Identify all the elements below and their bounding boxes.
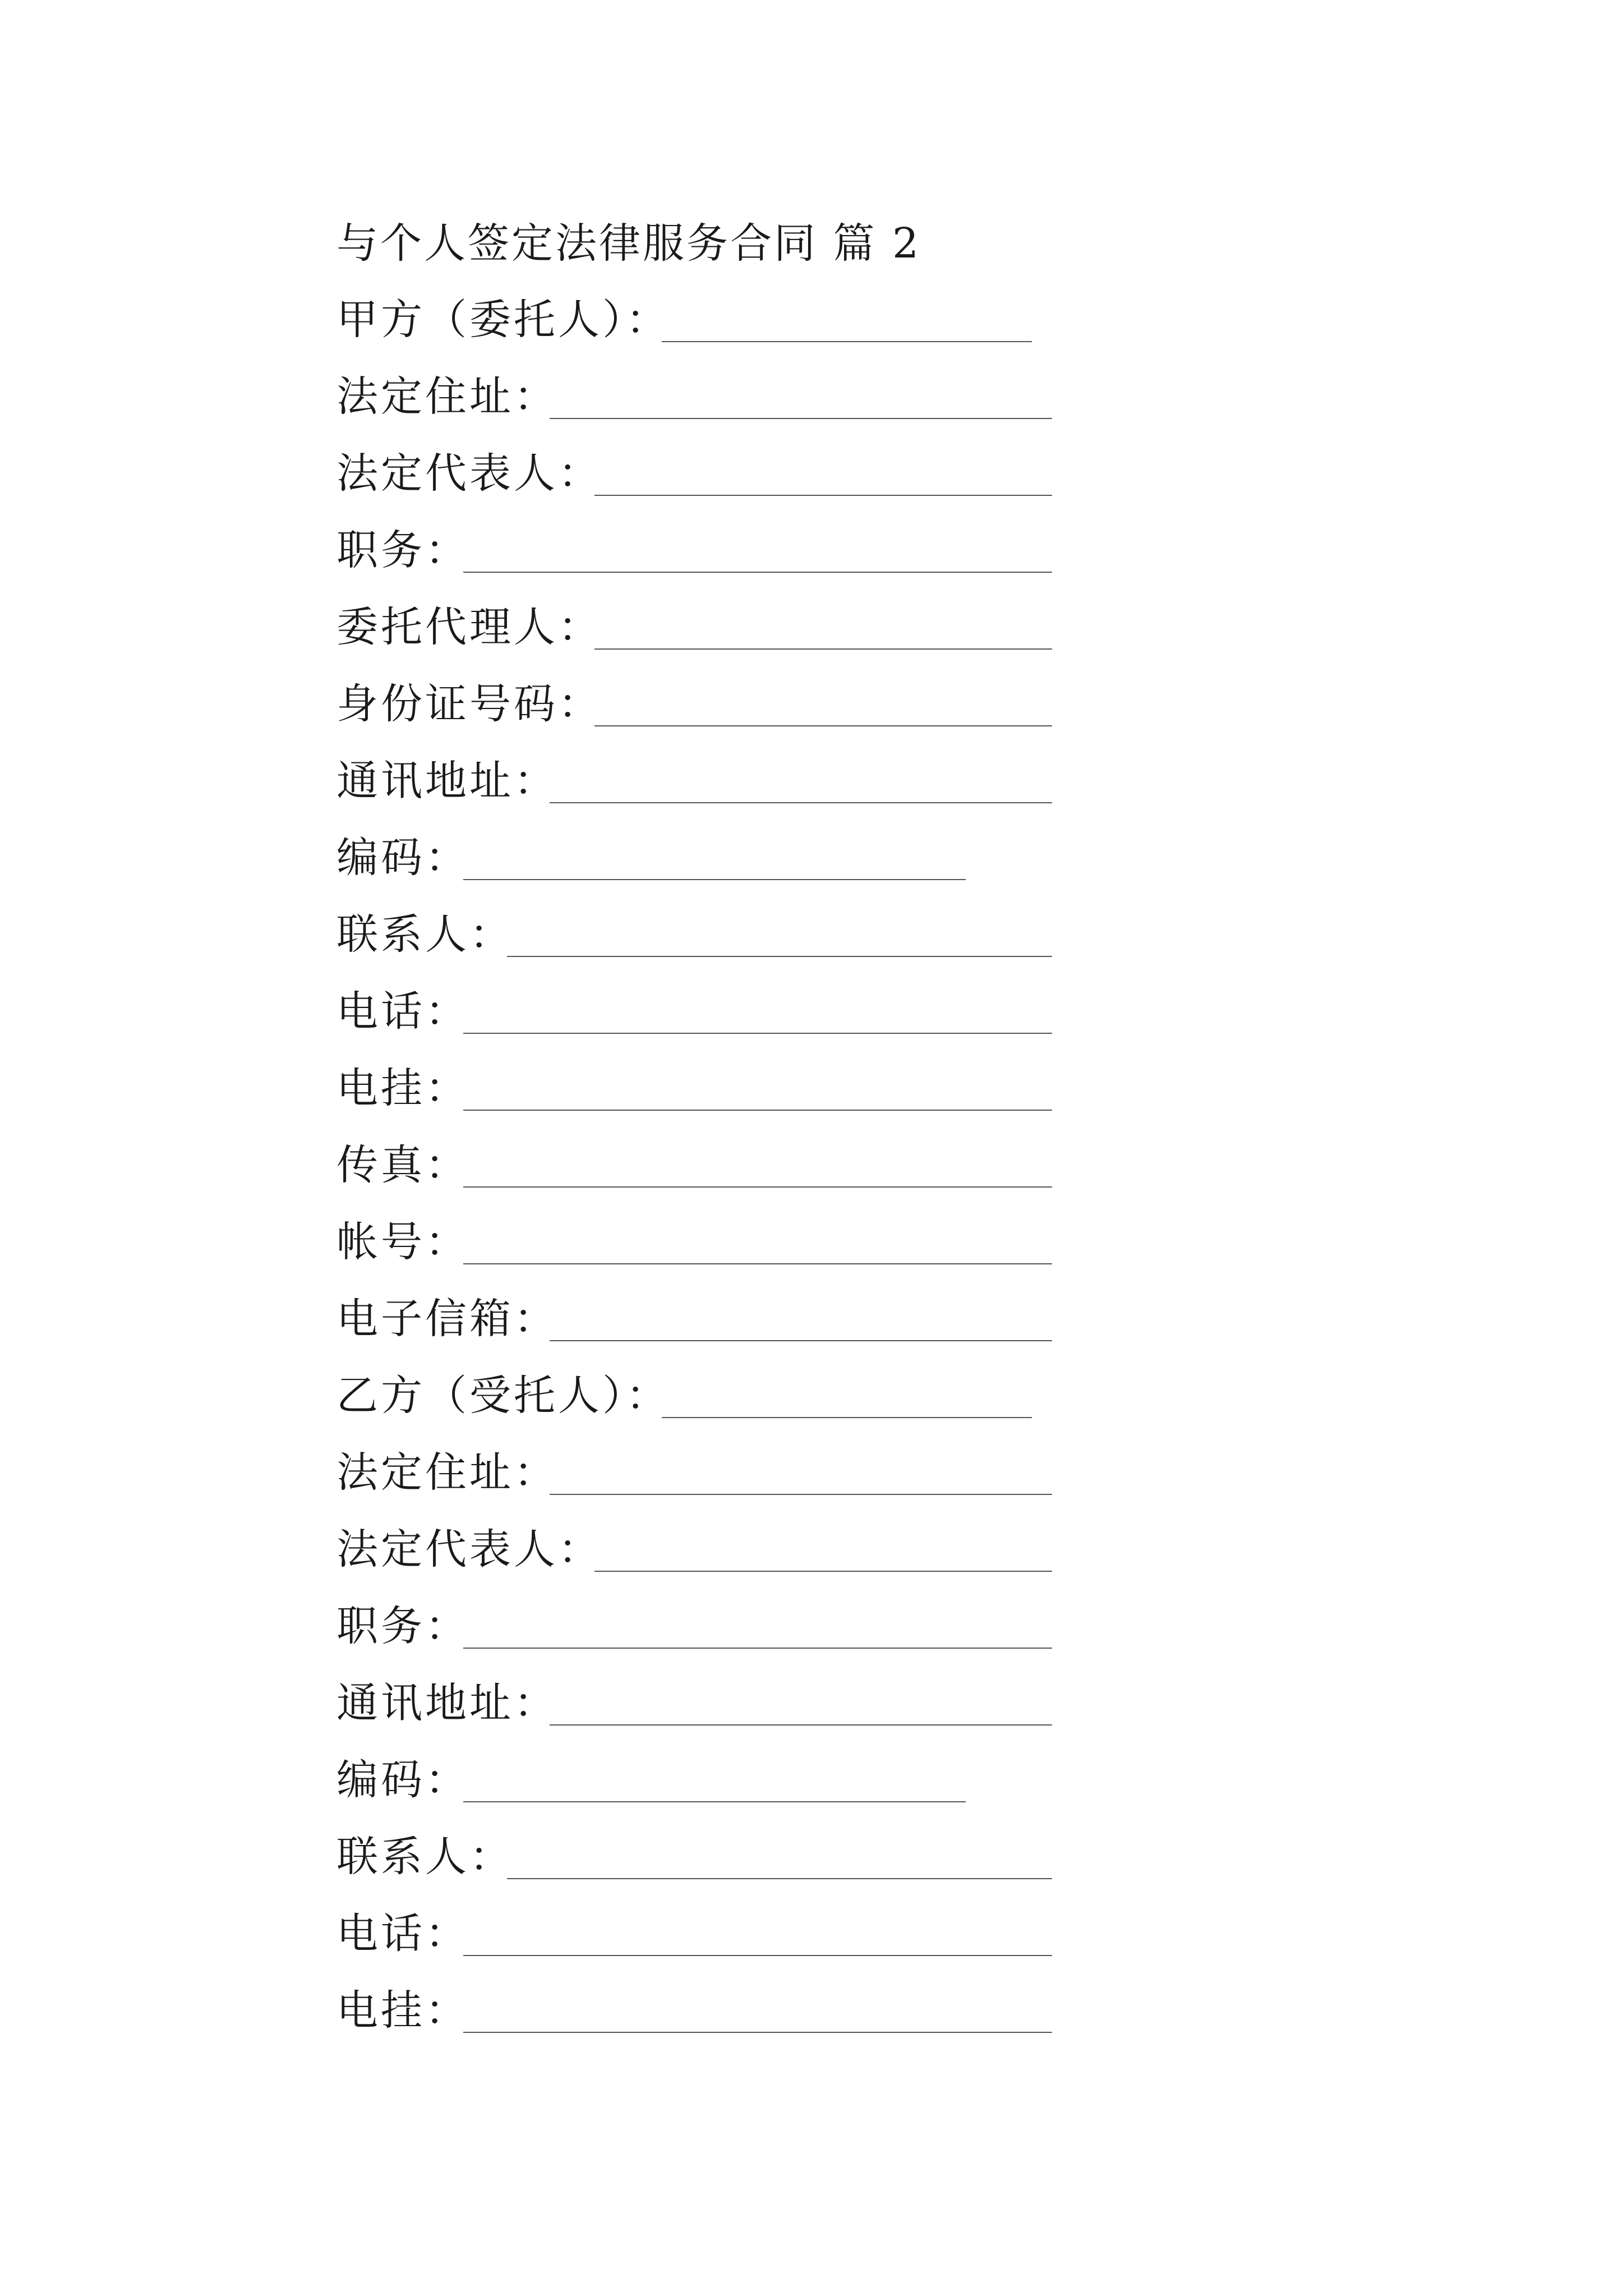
field-label: 电挂： [336, 1064, 469, 1112]
fill-in-blank[interactable] [662, 341, 1032, 342]
field-row [336, 1598, 1066, 1654]
fill-in-blank[interactable] [463, 1955, 1052, 1956]
fill-in-blank[interactable] [507, 956, 1052, 957]
fill-in-blank[interactable] [662, 1417, 1032, 1418]
field-row [336, 753, 1066, 809]
field-row [336, 1368, 1066, 1424]
fill-in-blank[interactable] [463, 572, 1052, 573]
field-label: 电话： [336, 987, 469, 1036]
field-row [336, 1982, 1066, 2039]
fill-in-blank[interactable] [463, 1186, 1052, 1188]
field-label: 法定代表人： [336, 449, 602, 498]
field-row [336, 1137, 1066, 1193]
fill-in-blank[interactable] [594, 495, 1052, 496]
fill-in-blank[interactable] [594, 725, 1052, 726]
fill-in-blank[interactable] [463, 1033, 1052, 1034]
field-label: 联系人： [336, 910, 514, 959]
field-label: 法定住址： [336, 1448, 558, 1497]
fill-in-blank[interactable] [550, 802, 1052, 803]
field-row [336, 599, 1066, 655]
field-row [336, 445, 1066, 501]
field-label: 职务： [336, 1602, 469, 1650]
field-label: 电挂： [336, 1986, 469, 2035]
field-row [336, 1906, 1066, 1962]
field-label: 编码： [336, 1756, 469, 1804]
field-label: 职务： [336, 526, 469, 574]
field-label: 电子信箱： [336, 1295, 558, 1343]
field-label: 通讯地址： [336, 757, 558, 805]
field-row [336, 1444, 1066, 1501]
field-label: 委托代理人： [336, 603, 602, 651]
field-label: 联系人： [336, 1833, 514, 1881]
fill-in-blank[interactable] [463, 1648, 1052, 1649]
fill-in-blank[interactable] [550, 1494, 1052, 1495]
fill-in-blank[interactable] [550, 1340, 1052, 1341]
field-row [336, 292, 1066, 348]
field-row [336, 369, 1066, 425]
field-label: 法定住址： [336, 372, 558, 421]
document-title: 与个人签定法律服务合同 篇 2 [336, 219, 921, 268]
field-row [336, 1829, 1066, 1885]
field-row [336, 522, 1066, 578]
fill-in-blank[interactable] [594, 1571, 1052, 1572]
field-label: 传真： [336, 1141, 469, 1189]
fill-in-blank[interactable] [550, 1724, 1052, 1726]
field-label: 编码： [336, 834, 469, 882]
fill-in-blank[interactable] [463, 1263, 1052, 1264]
fill-in-blank[interactable] [594, 648, 1052, 650]
field-row [336, 907, 1066, 963]
field-label: 甲方（委托人）： [336, 296, 670, 344]
field-label: 法定代表人： [336, 1525, 602, 1573]
field-row [336, 1060, 1066, 1116]
field-row [336, 1291, 1066, 1347]
field-row [336, 1752, 1066, 1808]
fill-in-blank[interactable] [463, 2032, 1052, 2033]
field-row [336, 676, 1066, 732]
fill-in-blank[interactable] [463, 1801, 966, 1802]
field-label: 帐号： [336, 1218, 469, 1266]
fill-in-blank[interactable] [463, 1110, 1052, 1111]
field-label: 通讯地址： [336, 1679, 558, 1727]
field-row [336, 1521, 1066, 1577]
fill-in-blank[interactable] [507, 1878, 1052, 1879]
field-label: 乙方（受托人）： [336, 1372, 670, 1420]
fill-in-blank[interactable] [463, 879, 966, 880]
field-label: 电话： [336, 1910, 469, 1958]
fill-in-blank[interactable] [550, 418, 1052, 419]
field-row [336, 983, 1066, 1039]
field-row [336, 1214, 1066, 1270]
field-row [336, 1675, 1066, 1731]
field-row [336, 830, 1066, 886]
field-label: 身份证号码： [336, 680, 602, 728]
